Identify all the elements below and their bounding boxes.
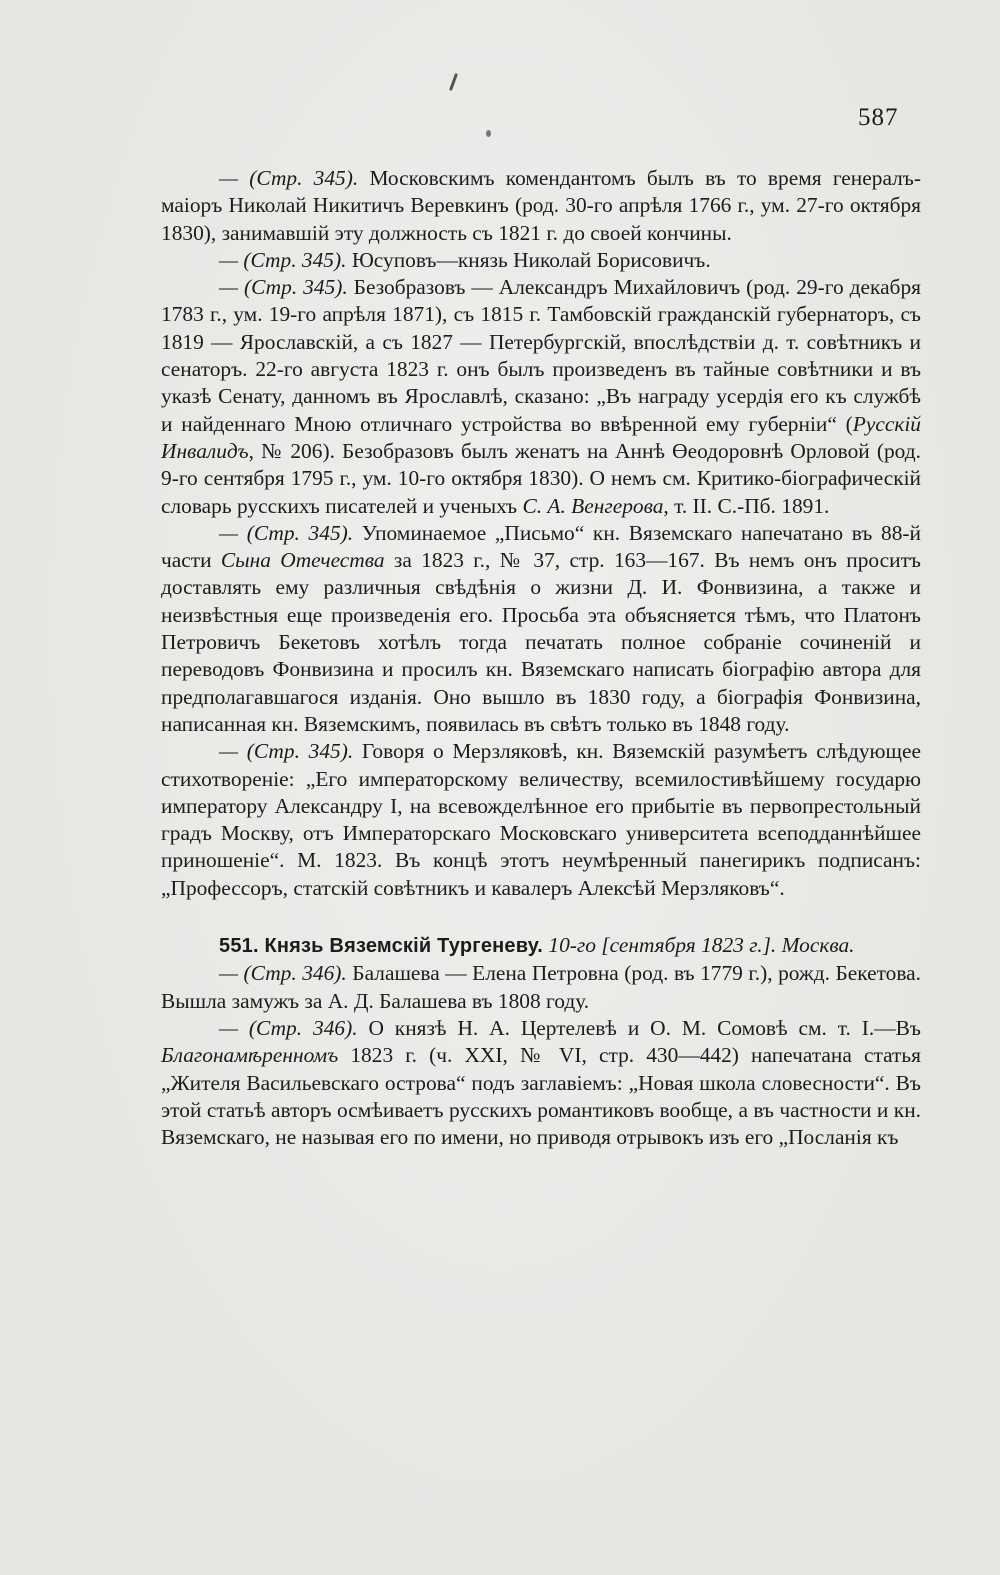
note-paragraph <box>161 165 921 247</box>
note-text: Московскимъ комендантомъ былъ въ то время генералъ-маіоръ Николай Никитичъ Веревкинъ (род. 30-го апрѣля 1766 г., ум. 27-го октября 1830), занимавшій эту должность съ 1821 г. до своей кончины. <box>161 166 921 245</box>
page-reference: — (Стр. 346). <box>219 961 347 986</box>
note-text: Говоря о Мерзляковѣ, кн. Вяземскій разумѣетъ слѣдующее стихотвореніе: „Его императорскому величеству, всемилостивѣйшему государю императору Александру I, на всевожделѣнное его прибытіе въ первопрестольный градъ Москву, отъ Императорскаго Московскаго университета всеподданнѣйшее приношеніе“. М. 1823. Въ концѣ этотъ неумѣренный панегирикъ подписанъ: „Профессоръ, статскій совѣтникъ и кавалеръ Алексѣй Мерзляковъ“. <box>161 739 921 900</box>
note-text: , т. II. С.-Пб. 1891. <box>663 493 830 518</box>
note-paragraph <box>161 274 921 520</box>
note-paragraph <box>161 247 921 274</box>
page-number: 587 <box>858 104 899 131</box>
page-body <box>161 165 921 1151</box>
ink-dot <box>486 130 491 137</box>
page-reference: — (Стр. 345). <box>219 739 354 764</box>
letter-title: 551. Князь Вяземскій Тургеневу. <box>219 935 544 958</box>
letter-heading <box>161 932 921 960</box>
note-text: О князѣ Н. А. Цертелевѣ и О. М. Сомовѣ см. т. I.—Въ <box>357 1015 921 1040</box>
page-reference: — (Стр. 345). <box>219 247 347 272</box>
periodical-title: Русскій Инвалидъ <box>161 411 921 463</box>
note-paragraph <box>161 738 921 902</box>
note-paragraph <box>161 960 921 1015</box>
ink-mark <box>449 73 458 91</box>
note-text: Упоминаемое „Письмо“ кн. Вяземскаго напечатано въ 88-й части <box>161 520 921 573</box>
note-paragraph <box>161 520 921 738</box>
note-text: 1823 г. (ч. XXI, № VI, стр. 430—442) напечатана статья „Жителя Васильевскаго острова“ подъ заглавіемъ: „Новая школа словесности“. Въ этой статьѣ авторъ осмѣиваетъ русскихъ романтиковъ вообще, а въ частности и кн. Вяземскаго, не называя его по имени, но приводя отрывокъ изъ его „Посланія къ <box>161 1043 921 1150</box>
letter-date: 10-го [сентября 1823 г.]. Москва. <box>543 933 855 958</box>
periodical-title: Благонамѣренномъ <box>161 1043 339 1068</box>
page-reference: — (Стр. 346). <box>219 1015 358 1040</box>
note-text: Юсуповъ—князь Николай Борисовичъ. <box>346 247 711 272</box>
section-gap <box>161 902 921 932</box>
page-reference: — (Стр. 345). <box>219 275 348 300</box>
periodical-title: Сына Отечества <box>220 548 385 573</box>
note-text: Безобразовъ — Александръ Михайловичъ (род. 29-го декабря 1783 г., ум. 19-го апрѣля 1871), съ 1815 г. Тамбовскій гражданскій губернаторъ, съ 1819 — Ярославскій, а съ 1827 — Петербургскій, впослѣдствіи д. т. совѣтникъ и сенаторъ. 22-го августа 1823 г. онъ былъ произведенъ въ тайные совѣтники и въ указѣ Сенату, данномъ въ Ярославлѣ, сказано: „Въ награду усердія его къ службѣ и найденнаго Мною отличнаго устройства во ввѣренной ему губерніи“ ( <box>161 275 921 436</box>
author-name: С. А. Венгерова <box>522 493 664 518</box>
page-reference: — (Стр. 345). <box>219 520 354 545</box>
page-reference: — (Стр. 345). <box>219 166 359 190</box>
note-text: , № 206). Безобразовъ былъ женатъ на Аннѣ Өеодоровнѣ Орловой (род. 9-го сентября 1795 г., ум. 10-го октября 1830). О немъ см. Критико-біографическій словарь русскихъ писателей и ученыхъ <box>161 438 921 518</box>
note-text: Балашева — Елена Петровна (род. въ 1779 г.), рожд. Бекетова. Вышла замужъ за А. Д. Балашева въ 1808 году. <box>161 961 921 1013</box>
note-paragraph <box>161 1015 921 1151</box>
note-text: за 1823 г., № 37, стр. 163—167. Въ немъ онъ проситъ доставлять ему различныя свѣдѣнія о жизни Д. И. Фонвизина, а также и неизвѣстныя еще произведенія его. Просьба эта объясняется тѣмъ, что Платонъ Петровичъ Бекетовъ хотѣлъ тогда печатать полное собраніе сочиненій и переводовъ Фонвизина и просилъ кн. Вяземскаго написать біографію автора для предполагавшагося изданія. Оно вышло въ 1830 году, а біографія Фонвизина, написанная кн. Вяземскимъ, появилась въ свѣтъ только въ 1848 году. <box>161 548 921 736</box>
